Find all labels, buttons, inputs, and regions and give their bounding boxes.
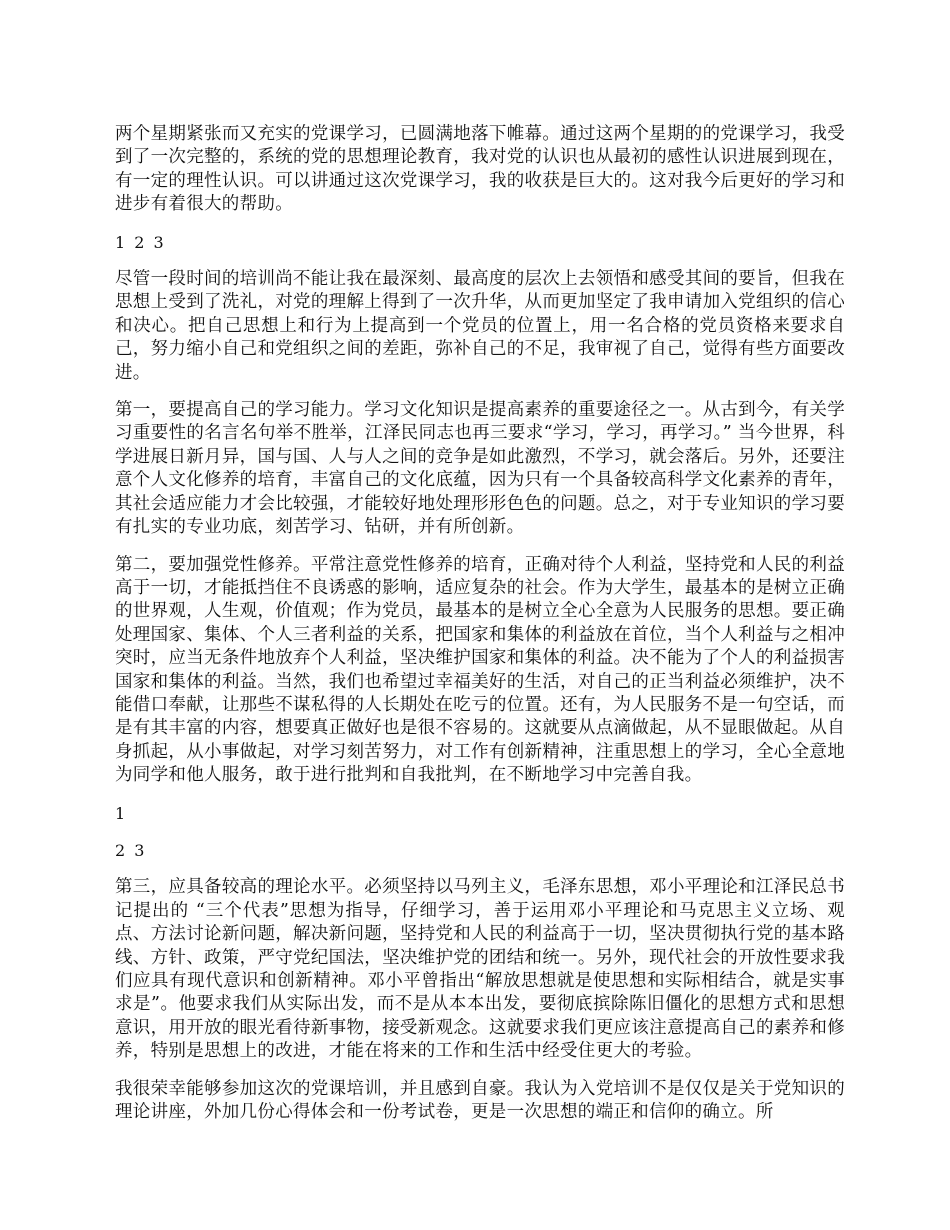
paragraph-point-three: 第三，应具备较高的理论水平。必须坚持以马列主义，毛泽东思想，邓小平理论和江泽民总书记提出的 “三个代表”思想为指导，仔细学习，善于运用邓小平理论和马克思主义立场、观点、方法讨论新问题，解决新问题，坚持党和人民的利益高于一切，坚决贯彻执行党的基本路线、方针、政策，严守党纪国法，坚决维护党的团结和统一。另外，现代社会的开放性要求我们应具有现代意识和创新精神。邓小平曾指出“解放思想就是使思想和实际相结合，就是实事求是”。他要求我们从实际出发，而不是从本本出发，要彻底摈除陈旧僵化的思想方式和思想意识，用开放的眼光看待新事物，接受新观念。这就要求我们更应该注意提高自己的素养和修养，特别是思想上的改进，才能在将来的工作和生活中经受住更大的考验。 (115, 877, 845, 1062)
page-marker: 1 2 3 (115, 232, 166, 252)
paragraph-intro: 两个星期紧张而又充实的党课学习，已圆满地落下帷幕。通过这两个星期的的党课学习，我受到了一次完整的，系统的党的思想理论教育，我对党的认识也从最初的感性认识进展到现在，有一定的理性认识。可以讲通过这次党课学习，我的收获是巨大的。这对我今后更好的学习和进步有着很大的帮助。 (115, 124, 845, 215)
document-page (115, 123, 845, 1138)
page-marker: 2 3 (115, 840, 147, 860)
paragraph-point-two: 第二，要加强党性修养。平常注意党性修养的培育，正确对待个人利益，坚持党和人民的利益高于一切，才能抵挡住不良诱惑的影响，适应复杂的社会。作为大学生，最基本的是树立正确的世界观，人生观，价值观；作为党员，最基本的是树立全心全意为人民服务的思想。要正确处理国家、集体、个人三者利益的关系，把国家和集体的利益放在首位，当个人利益与之相冲突时，应当无条件地放弃个人利益，坚决维护国家和集体的利益。决不能为了个人的利益损害国家和集体的利益。当然，我们也希望过幸福美好的生活，对自己的正当利益必须维护，决不能借口奉献，让那些不谋私得的人长期处在吃亏的位置。还有，为人民服务不是一句空话，而是有其丰富的内容，想要真正做好也是很不容易的。这就要从点滴做起，从不显眼做起。从自身抓起，从小事做起，对学习刻苦努力，对工作有创新精神，注重思想上的学习，全心全意地为同学和他人服务，敢于进行批判和自我批判，在不断地学习中完善自我。 (115, 554, 845, 786)
paragraph-closing: 我很荣幸能够参加这次的党课培训，并且感到自豪。我认为入党培训不是仅仅是关于党知识的理论讲座，外加几份心得体会和一份考试卷，更是一次思想的端正和信仰的确立。所 (115, 1078, 845, 1123)
page-marker: 1 (115, 803, 128, 823)
paragraph-reflection: 尽管一段时间的培训尚不能让我在最深刻、最高度的层次上去领悟和感受其间的要旨，但我在思想上受到了洗礼，对党的理解上得到了一次升华，从而更加坚定了我申请加入党组织的信心和决心。把自己思想上和行为上提高到一个党员的位置上，用一名合格的党员资格来要求自己，努力缩小自己和党组织之间的差距，弥补自己的不足，我审视了自己，觉得有些方面要改进。 (115, 269, 845, 383)
paragraph-point-one: 第一，要提高自己的学习能力。学习文化知识是提高素养的重要途径之一。从古到今，有关学习重要性的名言名句举不胜举，江泽民同志也再三要求“学习，学习，再学习。” 当今世界，科学进展日新月异，国与国、人与人之间的竞争是如此激烈，不学习，就会落后。另外，还要注意个人文化修养的培育，丰富自己的文化底蕴，因为只有一个具备较高科学文化素养的青年，其社会适应能力才会比较强，才能较好地处理形形色色的问题。总之，对于专业知识的学习要有扎实的专业功底，刻苦学习、钻研，并有所创新。 (115, 400, 845, 538)
